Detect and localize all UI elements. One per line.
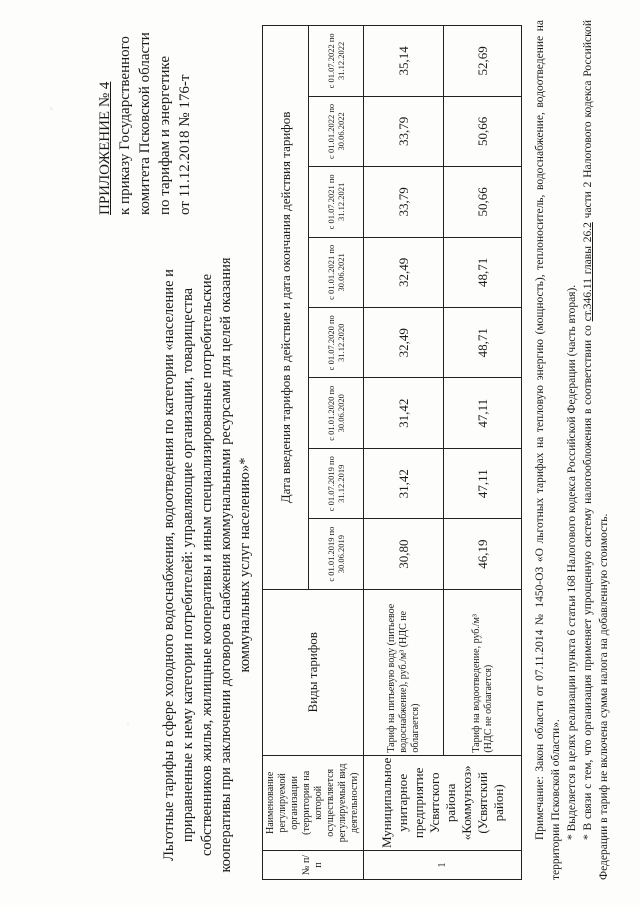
tariff-value: 50,66 xyxy=(444,167,522,237)
appendix-line: комитета Псковской области xyxy=(137,32,153,215)
period-header: с 01.01.2022 по 30.06.2022 xyxy=(309,96,364,166)
tariff-type: Тариф на питьевую воду (питьевое водоснабжение), руб./м³ (НДС не облагается) xyxy=(364,589,444,755)
tariff-type: Тариф на водоотведение, руб./м³ (НДС не облагается) xyxy=(444,589,522,755)
row-number: 1 xyxy=(364,851,522,880)
appendix-line: от 11.12.2018 № 176-т xyxy=(177,74,193,215)
note-link-text: ст.346.11 главы 26.2 xyxy=(582,222,594,322)
col-header: № п/п xyxy=(263,851,364,880)
tariff-value: 46,19 xyxy=(444,519,522,589)
tariff-value: 32,49 xyxy=(364,237,444,307)
period-header: с 01.07.2021 по 31.12.2021 xyxy=(309,167,364,237)
table-row xyxy=(364,26,444,880)
tariff-table xyxy=(262,25,522,880)
tariff-value: 47,11 xyxy=(444,448,522,518)
tariff-value: 52,69 xyxy=(444,26,522,97)
tariff-value: 33,79 xyxy=(364,167,444,237)
period-header: с 01.07.2020 по 31.12.2020 xyxy=(309,308,364,378)
tariff-value: 31,42 xyxy=(364,448,444,518)
col-header: Виды тарифов xyxy=(263,589,364,755)
tariff-value: 30,80 xyxy=(364,519,444,589)
col-header: Дата введения тарифов в действие и дата окончания действия тарифов xyxy=(263,26,309,590)
tariff-value: 47,11 xyxy=(444,378,522,448)
appendix-line: по тарифам и энергетике xyxy=(157,56,173,215)
notes-block xyxy=(532,20,612,880)
tariff-value: 33,79 xyxy=(364,96,444,166)
note-footnote: * Выделяется в целях реализации пункта 6 статьи 168 Налогового кодекса Российской Федерации (часть вторая). xyxy=(566,284,578,840)
tariff-value: 35,14 xyxy=(364,26,444,97)
note-footnote xyxy=(580,20,612,880)
table-row xyxy=(444,26,522,880)
tariff-value: 31,42 xyxy=(364,378,444,448)
period-header: с 01.07.2019 по 31.12.2019 xyxy=(309,448,364,518)
note-text: * В связи с тем, что организация применяет упрощенную систему налогообложения в соответствии со xyxy=(582,321,594,840)
tariff-value: 50,66 xyxy=(444,96,522,166)
appendix-line: к приказу Государственного xyxy=(117,36,133,215)
tariff-value: 48,71 xyxy=(444,237,522,307)
period-header: с 01.01.2019 по 30.06.2019 xyxy=(309,519,364,589)
col-header: Наименование регулируемой организации (территория на которой осуществляется регулируемый вид деятельности) xyxy=(263,755,364,850)
document-heading: Льготные тарифы в сфере холодного водоснабжения, водоотведения по категории «население и приравненные к нему категории потребителей: управляющие организации, товарищества собственников жилья, жилищные кооперативы и иным специализированные потребительские кооперативы при заключении договоров снабжения коммунальными ресурсами для целей оказания коммунальных услуг населению»* xyxy=(161,257,253,873)
period-header: с 01.07.2022 по 31.12.2022 xyxy=(309,26,364,97)
period-header: с 01.01.2020 по 30.06.2020 xyxy=(309,378,364,448)
period-header: с 01.01.2021 по 30.06.2021 xyxy=(309,237,364,307)
appendix-block xyxy=(95,15,195,215)
tariff-value: 48,71 xyxy=(444,308,522,378)
appendix-number: ПРИЛОЖЕНИЕ № 4 xyxy=(97,81,113,215)
note-main: Примечание: Закон области от 07.11.2014 № 1450-ОЗ «О льготных тарифах на тепловую энергию (мощность), теплоноситель, водоснабжение, водоотведение на территории Псковской области». xyxy=(534,20,562,880)
note-text: части 2 Налогового кодекса Российской Федерации в тариф не включена сумма налога на добавленную стоимость. xyxy=(582,20,610,880)
organization-name: Муниципальное унитарное предприятие Усвятского района «Коммунхоз» (Усвятский район) xyxy=(364,755,522,850)
tariff-value: 32,49 xyxy=(364,308,444,378)
table-header-row xyxy=(263,26,309,880)
